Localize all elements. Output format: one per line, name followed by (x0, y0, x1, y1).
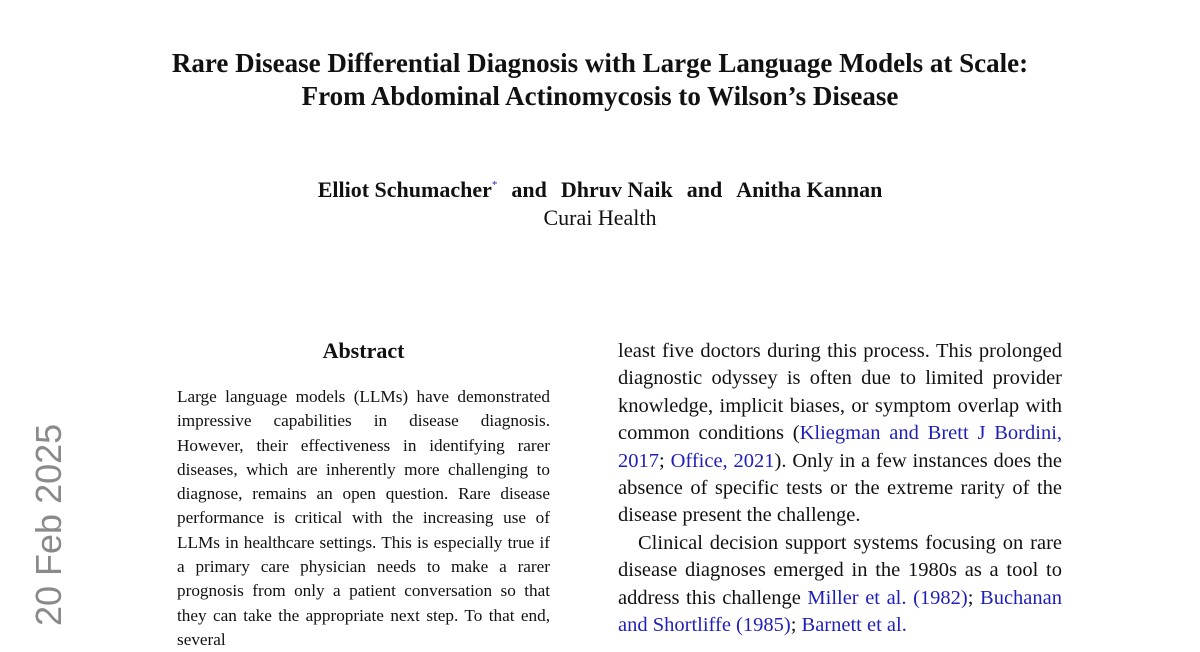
paragraph-text: ). Only in a few instances does the absence of specific tests or the extreme rarity of the disease present the challenge. (618, 449, 1063, 527)
arxiv-date-stamp: 20 Feb 2025 (28, 423, 69, 626)
affiliation: Curai Health (543, 205, 657, 230)
title-line-1: Rare Disease Differential Diagnosis with Large Language Models at Scale: (171, 48, 1029, 78)
author-separator: and (686, 177, 723, 202)
body-paragraph (618, 530, 1062, 640)
author-name: Anitha Kannan (736, 177, 883, 202)
body-paragraph (618, 338, 1062, 530)
citation-link[interactable]: Miller et al. (1982) (807, 586, 968, 609)
citation-separator: ; (790, 614, 802, 637)
author-separator: and (511, 177, 547, 202)
citation-link[interactable]: Buchanan and Shortliffe (1985) (618, 586, 1063, 637)
author-block (100, 171, 1100, 232)
body-column-right (618, 338, 1062, 639)
author-list (100, 171, 1100, 204)
title-line-2: From Abdominal Actinomycosis to Wilson’s Disease (301, 81, 899, 111)
corresponding-author-mark[interactable]: * (491, 179, 498, 191)
author-name: Dhruv Naik (560, 177, 673, 202)
author-name: Elliot Schumacher (317, 177, 492, 202)
abstract-text: Large language models (LLMs) have demonstrated impressive capabilities in disease diagnosis. However, their effectiveness in identifying rarer diseases, which are inherently more challenging to diagnose, remains an open question. Rare disease performance is critical with the increasing use of LLMs in healthcare settings. This is especially true if a primary care physician needs to make a rarer prognosis from only a patient conversation so that they can take the appropriate next step. To that end, several (177, 387, 550, 649)
paragraph-text: least five doctors during this process. This prolonged diagnostic odyssey is often due to limited provider knowledge, implicit biases, or symptom overlap with common conditions ( (618, 340, 1062, 445)
paper-title (100, 47, 1100, 113)
citation-link[interactable]: Kliegman and Brett J Bordini, 2017 (618, 422, 1063, 472)
citation-separator: ; (967, 586, 981, 609)
paragraph-text: Clinical decision support systems focusing on rare disease diagnoses emerged in the 1980s as a tool to address this challenge (618, 531, 1062, 609)
citation-link[interactable]: Office, 2021 (670, 449, 775, 472)
citation-separator: ; (659, 449, 671, 472)
abstract-heading: Abstract (322, 338, 405, 363)
citation-link[interactable]: Barnett et al. (801, 614, 907, 637)
